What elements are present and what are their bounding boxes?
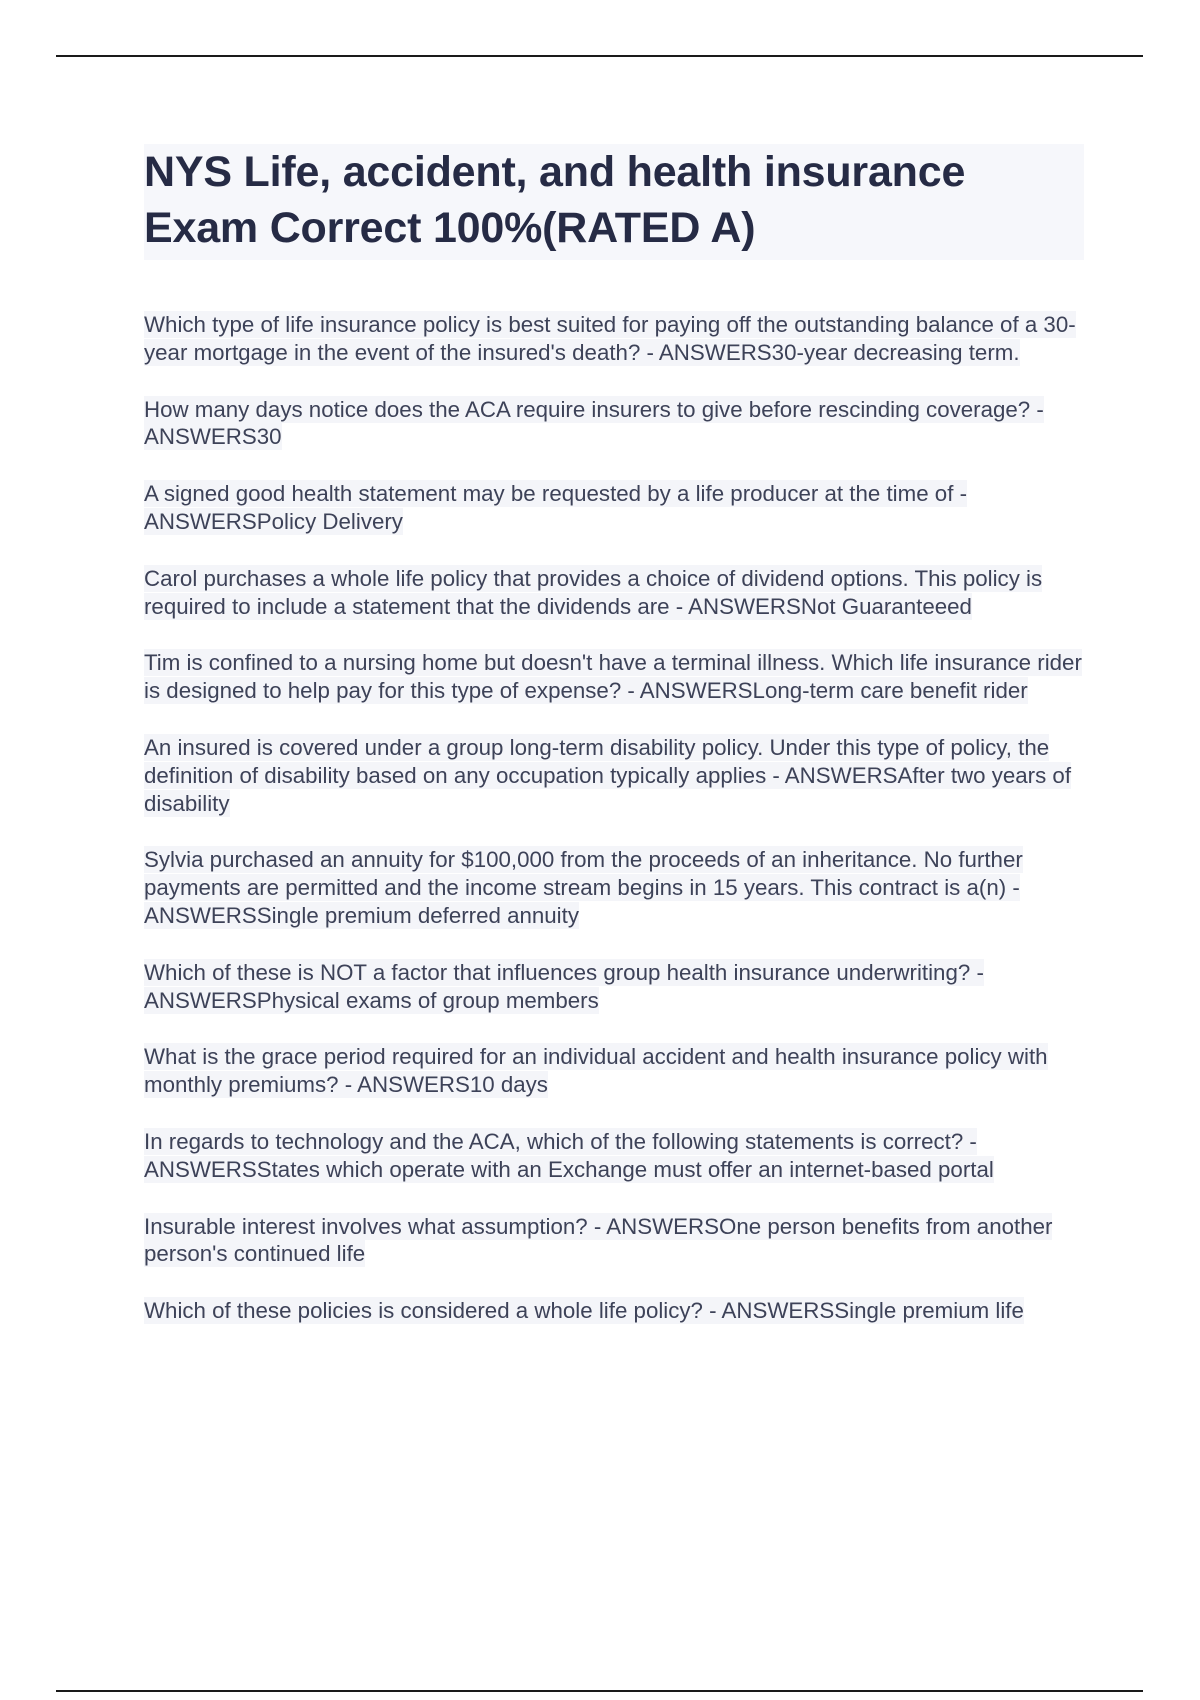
qa-item-text: Sylvia purchased an annuity for $100,000 from the proceeds of an inheritance. No further payments are permitted and the income stream begins in 15 years. This contract is a(n) - ANSWERSSingle premium deferred annuity bbox=[144, 847, 1023, 928]
document-title-block bbox=[144, 144, 1084, 260]
qa-item-text: Insurable interest involves what assumption? - ANSWERSOne person benefits from another person's continued life bbox=[144, 1213, 1053, 1267]
qa-item bbox=[144, 1043, 1089, 1099]
qa-item-text: In regards to technology and the ACA, which of the following statements is correct? - ANSWERSStates which operate with an Exchange must offer an internet-based portal bbox=[144, 1128, 994, 1182]
qa-item-text: An insured is covered under a group long-term disability policy. Under this type of policy, the definition of disability based on any occupation typically applies - ANSWERSAfter two years of disability bbox=[144, 734, 1072, 816]
qa-item bbox=[144, 565, 1089, 621]
qa-item bbox=[144, 649, 1089, 705]
qa-item bbox=[144, 1213, 1089, 1269]
qa-item bbox=[144, 846, 1089, 929]
qa-list bbox=[144, 311, 1089, 1354]
qa-item-text: What is the grace period required for an individual accident and health insurance policy with monthly premiums? - ANSWERS10 days bbox=[144, 1044, 1048, 1098]
bottom-rule bbox=[56, 1690, 1143, 1692]
qa-item-text: Which type of life insurance policy is best suited for paying off the outstanding balance of a 30-year mortgage in the event of the insured's death? - ANSWERS30-year decreasing term. bbox=[144, 312, 1076, 365]
qa-item-text: How many days notice does the ACA require insurers to give before rescinding coverage? - ANSWERS30 bbox=[144, 396, 1044, 450]
qa-item-text: A signed good health statement may be requested by a life producer at the time of - ANSWERSPolicy Delivery bbox=[144, 481, 968, 534]
document-title: NYS Life, accident, and health insurance Exam Correct 100%(RATED A) bbox=[144, 148, 966, 252]
qa-item bbox=[144, 1297, 1089, 1325]
qa-item bbox=[144, 311, 1089, 367]
qa-item bbox=[144, 480, 1089, 536]
qa-item bbox=[144, 734, 1089, 817]
qa-item bbox=[144, 959, 1089, 1015]
qa-item bbox=[144, 396, 1089, 452]
qa-item-text: Which of these policies is considered a whole life policy? - ANSWERSSingle premium life bbox=[144, 1298, 1024, 1324]
qa-item-text: Carol purchases a whole life policy that provides a choice of dividend options. This policy is required to include a statement that the dividends are - ANSWERSNot Guaranteeed bbox=[144, 565, 1043, 619]
qa-item-text: Tim is confined to a nursing home but doesn't have a terminal illness. Which life insurance rider is designed to help pay for this type of expense? - ANSWERSLong-term care benefit rider bbox=[144, 650, 1082, 704]
top-rule bbox=[56, 55, 1143, 57]
qa-item-text: Which of these is NOT a factor that influences group health insurance underwriting? - ANSWERSPhysical exams of group members bbox=[144, 959, 984, 1013]
qa-item bbox=[144, 1128, 1089, 1184]
